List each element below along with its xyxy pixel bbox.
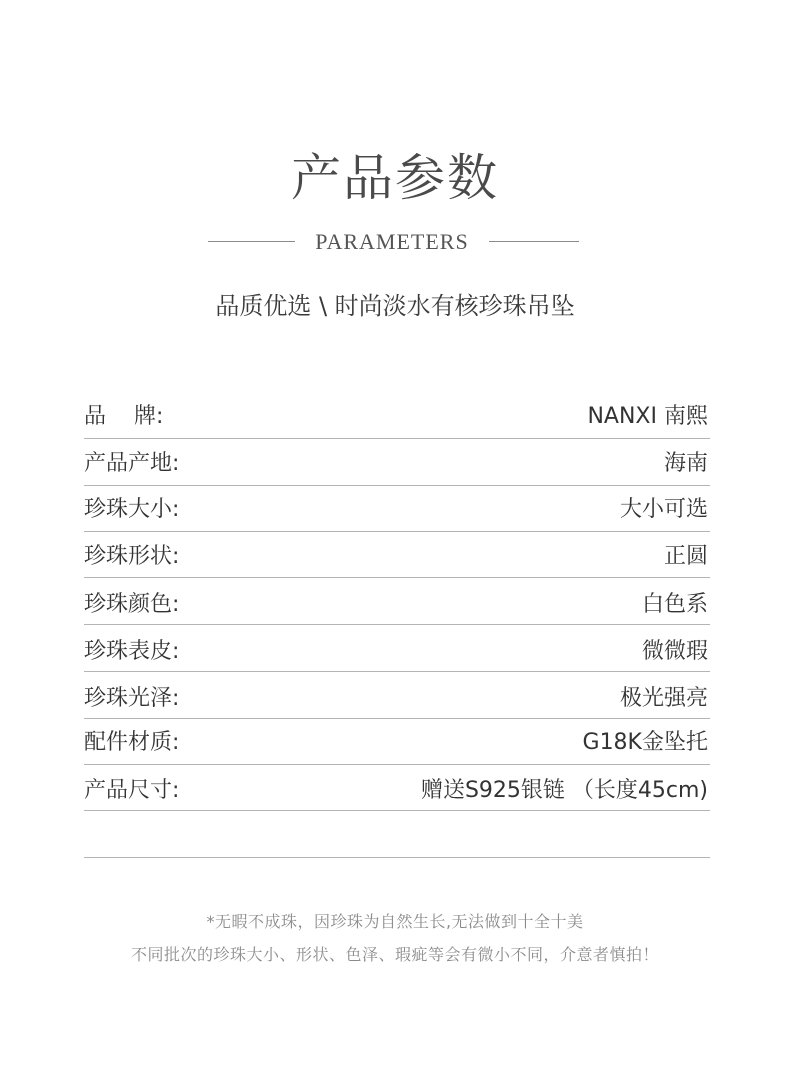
param-value: 白色系 (641, 592, 708, 617)
param-row-pearl-surface (84, 627, 710, 673)
disclaimer-line-2: 不同批次的珍珠大小、形状、色泽、瑕疵等会有微小不同，介意者慎拍！ (130, 945, 659, 964)
param-label: 产品尺寸: (84, 778, 180, 803)
param-label: 产品产地: (84, 451, 180, 476)
param-label: 珍珠光泽: (84, 686, 180, 711)
param-row-origin (84, 439, 710, 485)
param-row-pearl-size (84, 485, 710, 531)
param-row-pearl-luster (84, 674, 710, 720)
param-value: NANXI 南熙 (587, 404, 708, 429)
page-title: 产品参数 (291, 149, 499, 207)
param-label: 珍珠表皮: (84, 639, 180, 664)
param-row-pearl-color (84, 580, 710, 626)
subtitle: PARAMETERS (315, 229, 469, 254)
row-divider (84, 624, 710, 625)
tagline: 品质优选 \ 时尚淡水有核珍珠吊坠 (215, 292, 575, 320)
subtitle-row (0, 226, 790, 258)
param-row-product-size (84, 766, 710, 812)
param-label: 珍珠颜色: (84, 592, 180, 617)
disclaimer-line-1: *无暇不成珠，因珍珠为自然生长,无法做到十全十美 (206, 912, 584, 931)
row-divider (84, 764, 710, 765)
param-value: 极光强亮 (619, 686, 708, 711)
param-row-fitting-material (84, 718, 710, 764)
param-label: 品 牌: (84, 404, 164, 429)
row-divider (84, 810, 710, 811)
row-divider (84, 577, 710, 578)
param-value: 大小可选 (619, 497, 708, 522)
bottom-divider (84, 857, 710, 858)
param-value: 赠送S925银链 （长度45cm) (420, 778, 708, 803)
param-value: 正圆 (663, 544, 708, 569)
subtitle-divider-right (489, 241, 579, 242)
row-divider (84, 671, 710, 672)
subtitle-divider-left (208, 241, 295, 242)
param-value: 微微瑕 (641, 639, 708, 664)
param-value: 海南 (663, 451, 708, 476)
param-label: 珍珠形状: (84, 544, 180, 569)
param-value: G18K金坠托 (582, 730, 708, 755)
param-row-brand (84, 392, 710, 438)
param-label: 配件材质: (84, 730, 180, 755)
param-label: 珍珠大小: (84, 497, 180, 522)
param-row-pearl-shape (84, 532, 710, 578)
